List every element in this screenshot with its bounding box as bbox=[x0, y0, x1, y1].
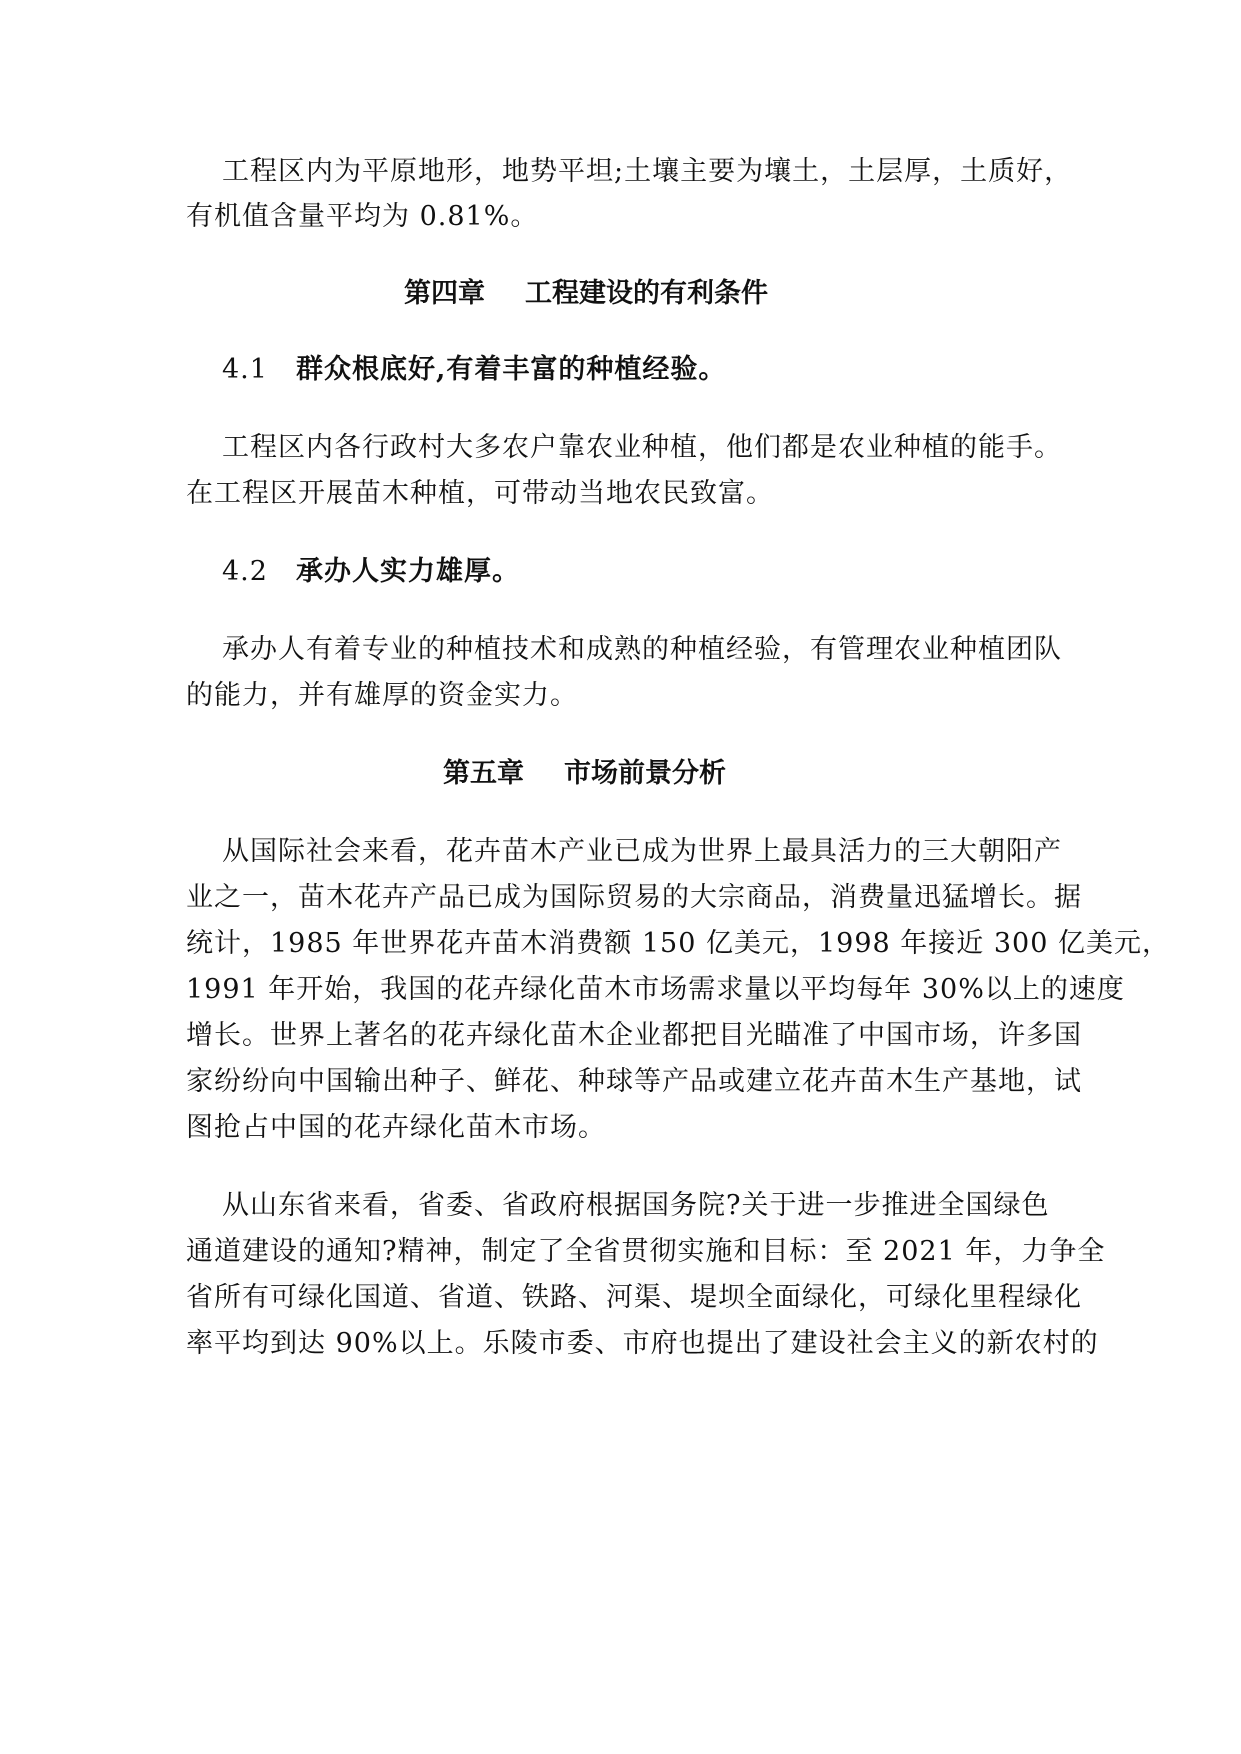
paragraph-text: 增长。世界上著名的花卉绿化苗木企业都把目光瞄准了中国市场，许多国 bbox=[186, 1020, 1082, 1051]
paragraph-text: 统计，1985 年世界花卉苗木消费额 150 亿美元，1998 年接近 300 亿美元， bbox=[186, 928, 1170, 959]
paragraph-text: 图抢占中国的花卉绿化苗木市场。 bbox=[186, 1112, 606, 1143]
paragraph-text: 率平均到达 90%以上。乐陵市委、市府也提出了建设社会主义的新农村的 bbox=[186, 1328, 1099, 1359]
chapter-label: 第五章 bbox=[443, 758, 524, 789]
paragraph-text: 家纷纷向中国输出种子、鲜花、种球等产品或建立花卉苗木生产基地，试 bbox=[186, 1066, 1082, 1097]
chapter-title: 工程建设的有利条件 bbox=[525, 278, 768, 309]
paragraph-text: 承办人有着专业的种植技术和成熟的种植经验，有管理农业种植团队 bbox=[222, 634, 1062, 665]
paragraph-text: 在工程区开展苗木种植，可带动当地农民致富。 bbox=[186, 478, 774, 509]
paragraph-text: 省所有可绿化国道、省道、铁路、河渠、堤坝全面绿化，可绿化里程绿化 bbox=[186, 1282, 1082, 1313]
section-heading bbox=[222, 350, 726, 390]
paragraph-text: 的能力，并有雄厚的资金实力。 bbox=[186, 680, 578, 711]
paragraph-text: 从国际社会来看，花卉苗木产业已成为世界上最具活力的三大朝阳产 bbox=[222, 836, 1062, 867]
chapter-label: 第四章 bbox=[404, 278, 485, 309]
paragraph-text: 从山东省来看，省委、省政府根据国务院?关于进一步推进全国绿色 bbox=[222, 1190, 1050, 1221]
section-number: 4.1 bbox=[222, 354, 268, 385]
paragraph-text: 通道建设的通知?精神，制定了全省贯彻实施和目标：至 2021 年，力争全 bbox=[186, 1236, 1106, 1267]
section-number: 4.2 bbox=[222, 556, 268, 587]
section-heading bbox=[222, 552, 520, 592]
chapter-heading bbox=[443, 754, 726, 794]
section-title: 群众根底好,有着丰富的种植经验。 bbox=[295, 354, 727, 385]
section-title: 承办人实力雄厚。 bbox=[295, 556, 520, 587]
chapter-title: 市场前景分析 bbox=[564, 758, 726, 789]
chapter-heading bbox=[404, 274, 768, 314]
paragraph-text: 1991 年开始，我国的花卉绿化苗木市场需求量以平均每年 30%以上的速度 bbox=[186, 974, 1125, 1005]
paragraph-text: 有机值含量平均为 0.81%。 bbox=[186, 201, 539, 232]
paragraph-text: 业之一，苗木花卉产品已成为国际贸易的大宗商品，消费量迅猛增长。据 bbox=[186, 882, 1082, 913]
paragraph-text: 工程区内各行政村大多农户靠农业种植，他们都是农业种植的能手。 bbox=[222, 432, 1062, 463]
paragraph-text: 工程区内为平原地形，地势平坦;土壤主要为壤土，土层厚，土质好， bbox=[222, 156, 1073, 187]
